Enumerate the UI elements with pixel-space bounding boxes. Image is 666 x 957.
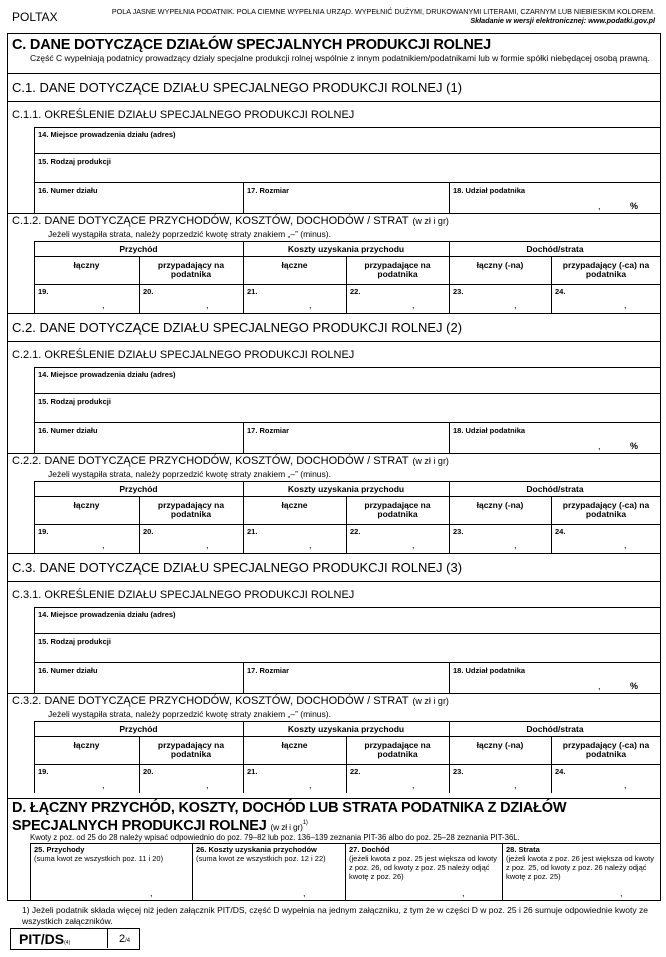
- column-header: łączny: [73, 500, 100, 510]
- divider: [34, 127, 35, 213]
- divider: [449, 182, 450, 213]
- field-number-label: 16. Numer działu: [38, 186, 98, 195]
- amount-field-input[interactable]: [36, 535, 137, 551]
- column-header: łączny (-na): [476, 500, 524, 510]
- field-place-input[interactable]: [38, 618, 658, 632]
- subsection-unit: (w zł i gr): [412, 456, 449, 466]
- divider: [7, 73, 661, 74]
- amount-field-input[interactable]: [245, 775, 344, 791]
- section-d-title: [12, 801, 602, 835]
- divider: [243, 422, 244, 453]
- column-header: przypadający (-ca) na podatnika: [562, 500, 650, 519]
- loss-note: Jeżeli wystąpiła strata, należy poprzedzić kwotę straty znakiem „–” (minus).: [48, 469, 331, 479]
- header-income: Przychód: [119, 724, 158, 734]
- field-place-label: 14. Miejsce prowadzenia działu (adres): [38, 130, 176, 139]
- form-name: PIT/DS: [19, 931, 65, 947]
- amount-field-label: 24.: [555, 527, 566, 536]
- page-number: [119, 933, 130, 945]
- field-26-hint: (suma kwot ze wszystkich poz. 12 i 22): [196, 854, 326, 863]
- amount-field-label: 19.: [38, 767, 49, 776]
- divider: [34, 393, 661, 394]
- decimal-separator: ,: [462, 888, 465, 898]
- decimal-separator: ,: [303, 888, 306, 898]
- divider: [34, 481, 661, 482]
- amount-field-input[interactable]: [141, 775, 241, 791]
- header-result: Dochód/strata: [526, 484, 584, 494]
- column-header: przypadające na podatnika: [364, 260, 431, 279]
- divider: [34, 496, 661, 497]
- decimal-separator: ,: [412, 540, 415, 550]
- divider: [34, 256, 661, 257]
- decimal-separator: ,: [412, 780, 415, 790]
- amount-field-input[interactable]: [451, 535, 549, 551]
- subsection-title: [12, 455, 449, 467]
- subsection-title-text: C.1.2. DANE DOTYCZĄCE PRZYCHODÓW, KOSZTÓW, DOCHODÓW / STRAT: [12, 215, 409, 227]
- header-result: Dochód/strata: [526, 244, 584, 254]
- column-header: przypadający na podatnika: [157, 500, 225, 519]
- field-28[interactable]: [506, 845, 658, 881]
- field-kind-label: 15. Rodzaj produkcji: [38, 157, 111, 166]
- amount-field-input[interactable]: [553, 535, 659, 551]
- decimal-separator: ,: [150, 888, 153, 898]
- header-costs: Koszty uzyskania przychodu: [287, 724, 405, 734]
- header-note-1: POLA JASNE WYPEŁNIA PODATNIK. POLA CIEMNE WYPEŁNIA URZĄD. WYPEŁNIĆ DUŻYMI, DRUKOWANYMI LITERAMI, CZARNYM LUB NIEBIESKIM KOLOREM.: [111, 7, 655, 16]
- footnote: 1) Jeżeli podatnik składa więcej niż jeden załącznik PIT/DS, część D wypełnia na jednym załączniku, z tym że w części D w poz. 25 i 26 sumuje odpowiednie kwoty ze wszystkich załączników.: [22, 905, 648, 926]
- decimal-separator: ,: [206, 540, 209, 550]
- column-header: łączne: [281, 740, 308, 750]
- decimal-separator: ,: [514, 780, 517, 790]
- loss-note: Jeżeli wystąpiła strata, należy poprzedzić kwotę straty znakiem „–” (minus).: [48, 709, 331, 719]
- field-place-input[interactable]: [38, 138, 658, 152]
- decimal-separator: ,: [206, 780, 209, 790]
- amount-field-label: 24.: [555, 767, 566, 776]
- field-place-label: 14. Miejsce prowadzenia działu (adres): [38, 370, 176, 379]
- divider: [7, 693, 661, 694]
- column-header: łączny: [73, 260, 100, 270]
- column-header: łączny (-na): [476, 740, 524, 750]
- amount-field-input[interactable]: [553, 295, 659, 311]
- page-total: /4: [125, 938, 131, 944]
- amount-field-label: 24.: [555, 287, 566, 296]
- field-share-label: 18. Udział podatnika: [453, 426, 526, 435]
- subsection-title-text: C.2.2. DANE DOTYCZĄCE PRZYCHODÓW, KOSZTÓW, DOCHODÓW / STRAT: [12, 455, 409, 467]
- field-27[interactable]: [349, 845, 499, 881]
- subsection-title: C.3.1. OKREŚLENIE DZIAŁU SPECJALNEGO PRODUKCJI ROLNEJ: [12, 589, 355, 601]
- field-28-hint: (jeżeli kwota z poz. 26 jest większa od kwoty z poz. 25, od kwoty z poz. 26 należy odjąć kwotę z poz. 25): [506, 854, 654, 881]
- section-c-title: C. DANE DOTYCZĄCE DZIAŁÓW SPECJALNYCH PRODUKCJI ROLNEJ: [12, 37, 492, 53]
- divider: [34, 153, 661, 154]
- divider: [34, 127, 661, 128]
- amount-field-label: 23.: [453, 287, 464, 296]
- field-25-hint: (suma kwot ze wszystkich poz. 11 i 20): [34, 854, 164, 863]
- divider: [34, 524, 661, 525]
- field-25[interactable]: [34, 845, 189, 863]
- header-note-2: Składanie w wersji elektronicznej: www.podatki.gov.pl: [470, 16, 655, 25]
- header-costs: Koszty uzyskania przychodu: [287, 484, 405, 494]
- subsection-title-text: C.3.2. DANE DOTYCZĄCE PRZYCHODÓW, KOSZTÓW, DOCHODÓW / STRAT: [12, 695, 409, 707]
- field-size-label: 17. Rozmiar: [247, 666, 290, 675]
- column-header: przypadający (-ca) na podatnika: [562, 260, 650, 279]
- field-27-label: 27. Dochód: [349, 845, 390, 854]
- field-share-input[interactable]: [453, 675, 623, 691]
- field-26-label: 26. Koszty uzyskania przychodów: [196, 845, 317, 854]
- field-26[interactable]: [196, 845, 342, 863]
- column-header: łączny: [73, 740, 100, 750]
- logo: POLTAX: [12, 10, 58, 24]
- block-title: C.2. DANE DOTYCZĄCE DZIAŁU SPECJALNEGO PRODUKCJI ROLNEJ (2): [12, 320, 463, 335]
- block-title: C.3. DANE DOTYCZĄCE DZIAŁU SPECJALNEGO PRODUKCJI ROLNEJ (3): [12, 560, 463, 575]
- divider: [7, 341, 661, 342]
- field-size-label: 17. Rozmiar: [247, 186, 290, 195]
- amount-field-label: 21.: [247, 287, 258, 296]
- field-size-label: 17. Rozmiar: [247, 426, 290, 435]
- amount-field-input[interactable]: [553, 775, 659, 791]
- field-size-input[interactable]: [247, 675, 445, 691]
- divider: [449, 422, 450, 453]
- field-27-hint: (jeżeli kwota z poz. 25 jest większa od kwoty z poz. 26, od kwoty z poz. 25 należy odjąć kwotę z poz. 26): [349, 854, 497, 881]
- decimal-separator: ,: [309, 780, 312, 790]
- divider: [34, 422, 661, 423]
- amount-field-input[interactable]: [36, 775, 137, 791]
- percent-sign: %: [630, 681, 639, 691]
- percent-sign: %: [630, 441, 639, 451]
- divider: [34, 633, 661, 634]
- amount-field-label: 21.: [247, 767, 258, 776]
- field-kind-label: 15. Rodzaj produkcji: [38, 397, 111, 406]
- decimal-separator: ,: [412, 300, 415, 310]
- divider: [34, 607, 661, 608]
- amount-field-input[interactable]: [451, 295, 549, 311]
- decimal-separator: ,: [309, 540, 312, 550]
- divider: [345, 843, 346, 901]
- header-income: Przychód: [119, 484, 158, 494]
- loss-note: Jeżeli wystąpiła strata, należy poprzedzić kwotę straty znakiem „–” (minus).: [48, 229, 331, 239]
- field-kind-label: 15. Rodzaj produkcji: [38, 637, 111, 646]
- field-place-input[interactable]: [38, 378, 658, 392]
- section-d-title-text: D. ŁĄCZNY PRZYCHÓD, KOSZTY, DOCHÓD LUB STRATA PODATNIKA Z DZIAŁÓW SPECJALNYCH PRODUKCJI ROLNEJ: [12, 800, 567, 834]
- amount-field-label: 22.: [350, 287, 361, 296]
- field-number-input[interactable]: [38, 195, 238, 211]
- amount-field-label: 20.: [143, 767, 154, 776]
- field-number-input[interactable]: [38, 675, 238, 691]
- amount-field-input[interactable]: [141, 295, 241, 311]
- amount-field-input[interactable]: [245, 295, 344, 311]
- section-d-unit: (w zł i gr): [270, 821, 303, 832]
- decimal-separator: ,: [102, 780, 105, 790]
- page-current: 2: [119, 933, 126, 945]
- amount-field-label: 22.: [350, 767, 361, 776]
- amount-field-input[interactable]: [348, 535, 447, 551]
- header-instructions: [105, 7, 655, 25]
- decimal-separator: ,: [598, 201, 601, 211]
- divider: [34, 764, 661, 765]
- header-result: Dochód/strata: [526, 724, 584, 734]
- field-number-label: 16. Numer działu: [38, 666, 98, 675]
- decimal-separator: ,: [206, 300, 209, 310]
- decimal-separator: ,: [514, 300, 517, 310]
- divider: [34, 736, 661, 737]
- field-share-input[interactable]: [453, 435, 623, 451]
- column-header: łączny (-na): [476, 260, 524, 270]
- field-size-input[interactable]: [247, 195, 445, 211]
- amount-field-label: 19.: [38, 287, 49, 296]
- field-kind-input[interactable]: [38, 646, 658, 660]
- field-place-label: 14. Miejsce prowadzenia działu (adres): [38, 610, 176, 619]
- amount-field-input[interactable]: [36, 295, 137, 311]
- column-header: łączne: [281, 260, 308, 270]
- amount-field-input[interactable]: [451, 775, 549, 791]
- divider: [34, 367, 661, 368]
- field-share-label: 18. Udział podatnika: [453, 186, 526, 195]
- divider: [192, 843, 193, 901]
- column-header: łączne: [281, 500, 308, 510]
- amount-field-input[interactable]: [348, 295, 447, 311]
- decimal-separator: ,: [598, 681, 601, 691]
- block-title: C.1. DANE DOTYCZĄCE DZIAŁU SPECJALNEGO PRODUKCJI ROLNEJ (1): [12, 80, 463, 95]
- amount-field-input[interactable]: [245, 535, 344, 551]
- amount-field-label: 23.: [453, 767, 464, 776]
- field-kind-input[interactable]: [38, 166, 658, 180]
- field-share-input[interactable]: [453, 195, 623, 211]
- decimal-separator: ,: [624, 780, 627, 790]
- divider: [243, 662, 244, 693]
- subsection-unit: (w zł i gr): [412, 696, 449, 706]
- column-header: przypadające na podatnika: [364, 740, 431, 759]
- field-number-input[interactable]: [38, 435, 238, 451]
- decimal-separator: ,: [624, 540, 627, 550]
- divider: [34, 367, 35, 453]
- divider: [7, 313, 661, 314]
- subsection-title: [12, 695, 449, 707]
- amount-field-input[interactable]: [141, 535, 241, 551]
- field-25-label: 25. Przychody: [34, 845, 85, 854]
- divider: [7, 798, 661, 799]
- divider: [34, 182, 661, 183]
- decimal-separator: ,: [620, 888, 623, 898]
- decimal-separator: ,: [309, 300, 312, 310]
- amount-field-label: 23.: [453, 527, 464, 536]
- divider: [30, 843, 31, 901]
- divider: [107, 929, 108, 948]
- header-income: Przychód: [119, 244, 158, 254]
- divider: [7, 553, 661, 554]
- divider: [34, 662, 661, 663]
- section-d-unit-footnote: 1): [302, 820, 308, 826]
- decimal-separator: ,: [102, 300, 105, 310]
- divider: [34, 721, 661, 722]
- column-header: przypadający na podatnika: [157, 260, 225, 279]
- decimal-separator: ,: [514, 540, 517, 550]
- divider: [7, 101, 661, 102]
- column-header: przypadający na podatnika: [157, 740, 225, 759]
- divider: [7, 581, 661, 582]
- field-number-label: 16. Numer działu: [38, 426, 98, 435]
- form-id-box: [10, 928, 140, 950]
- divider: [449, 662, 450, 693]
- amount-field-label: 20.: [143, 527, 154, 536]
- header-costs: Koszty uzyskania przychodu: [287, 244, 405, 254]
- subsection-unit: (w zł i gr): [412, 216, 449, 226]
- subsection-title: C.1.1. OKREŚLENIE DZIAŁU SPECJALNEGO PRODUKCJI ROLNEJ: [12, 109, 355, 121]
- form-id: [19, 931, 70, 947]
- field-28-label: 28. Strata: [506, 845, 540, 854]
- decimal-separator: ,: [598, 441, 601, 451]
- column-header: przypadające na podatnika: [364, 500, 431, 519]
- decimal-separator: ,: [624, 300, 627, 310]
- amount-field-label: 19.: [38, 527, 49, 536]
- amount-field-label: 21.: [247, 527, 258, 536]
- divider: [7, 453, 661, 454]
- amount-field-input[interactable]: [348, 775, 447, 791]
- amount-field-label: 20.: [143, 287, 154, 296]
- form-version: (4): [64, 940, 71, 946]
- divider: [34, 607, 35, 693]
- subsection-title: C.2.1. OKREŚLENIE DZIAŁU SPECJALNEGO PRODUKCJI ROLNEJ: [12, 349, 355, 361]
- divider: [502, 843, 503, 901]
- column-header: przypadający (-ca) na podatnika: [562, 740, 650, 759]
- subsection-title: [12, 215, 449, 227]
- percent-sign: %: [630, 201, 639, 211]
- divider: [34, 284, 661, 285]
- field-share-label: 18. Udział podatnika: [453, 666, 526, 675]
- divider: [243, 182, 244, 213]
- decimal-separator: ,: [102, 540, 105, 550]
- amount-field-label: 22.: [350, 527, 361, 536]
- field-kind-input[interactable]: [38, 406, 658, 420]
- section-d-note: Kwoty z poz. od 25 do 28 należy wpisać odpowiednio do poz. 79–82 lub poz. 136–139 zeznania PIT-36 albo do poz. 25–28 zeznania PIT-36L.: [30, 833, 520, 842]
- section-c-description: Część C wypełniają podatnicy prowadzący działy specjalne produkcji rolnej wspólnie z innym podatnikiem/podatnikami lub w formie spółki niebędącej osobą prawną.: [30, 53, 650, 63]
- divider: [7, 213, 661, 214]
- field-size-input[interactable]: [247, 435, 445, 451]
- divider: [34, 241, 661, 242]
